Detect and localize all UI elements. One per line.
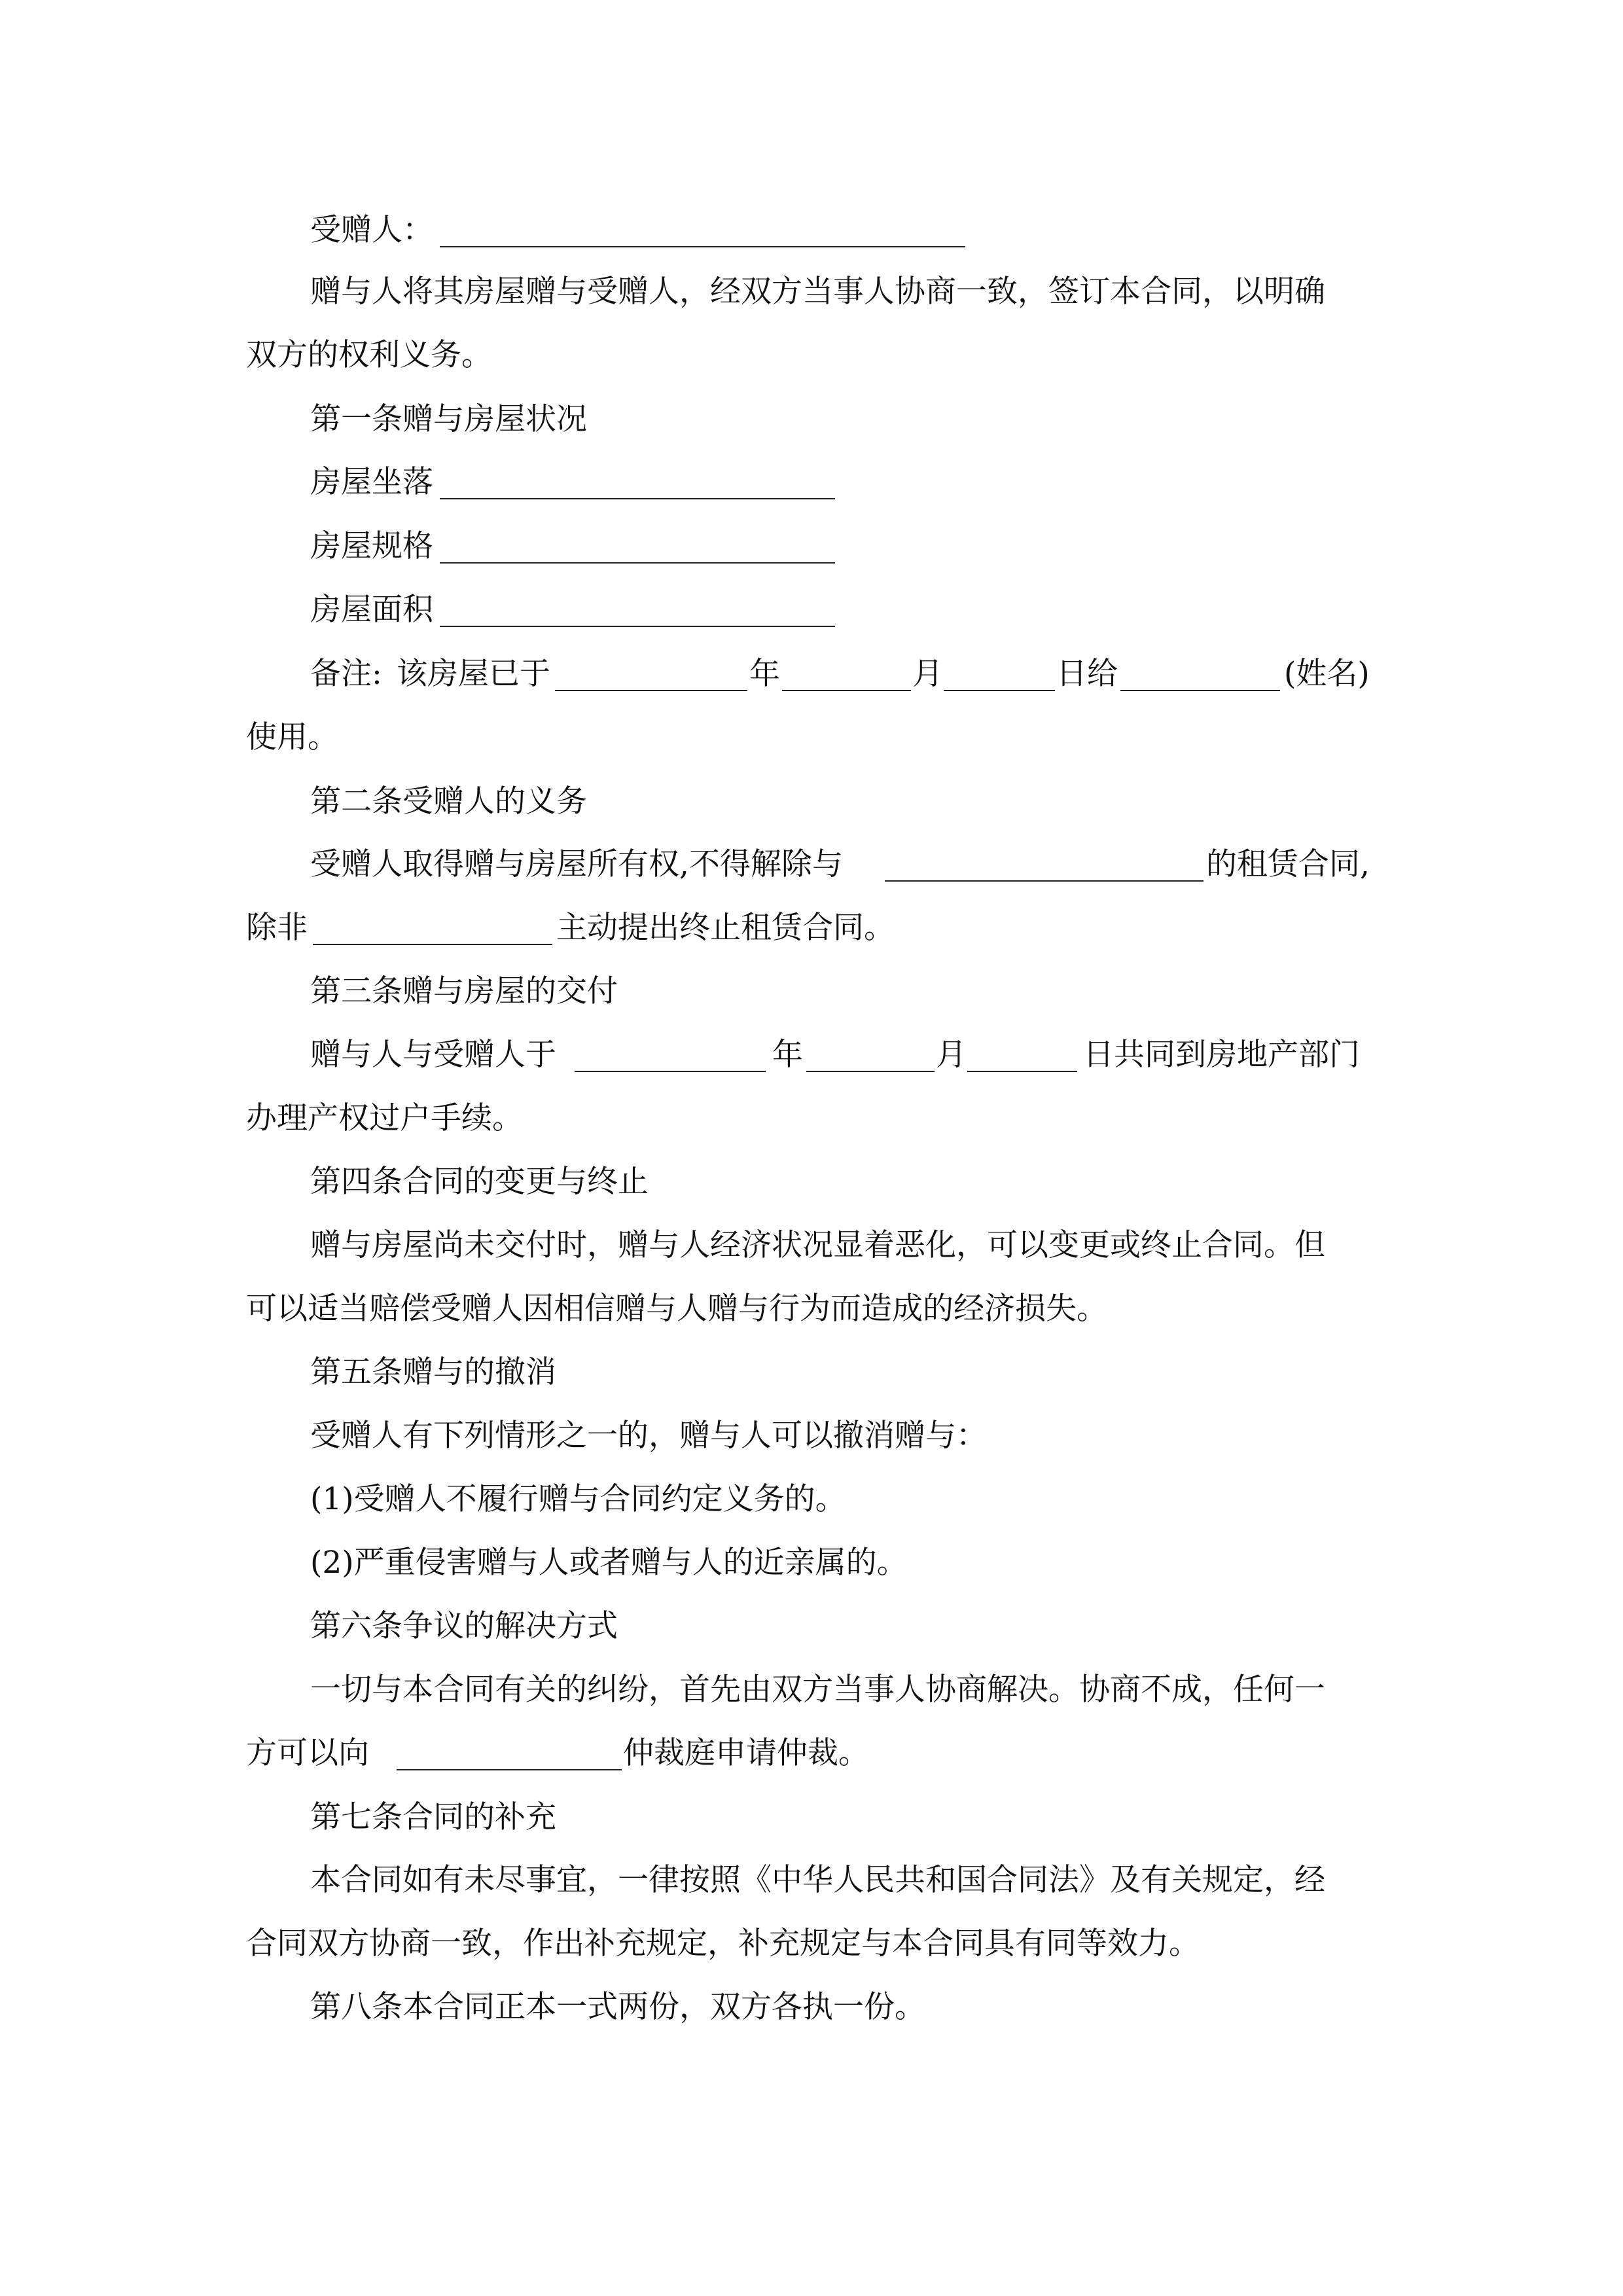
note-use-text: 使用。 bbox=[246, 719, 338, 755]
article4-heading bbox=[0, 1156, 1623, 1208]
article5-text-1: 受赠人有下列情形之一的，赠与人可以撤消赠与： bbox=[310, 1418, 987, 1454]
article3-text-1a: 赠与人与受赠人于 bbox=[310, 1037, 556, 1073]
article8-heading-text: 第八条本合同正本一式两份，双方各执一份。 bbox=[310, 1989, 925, 2025]
article5-heading-text: 第五条赠与的撤消 bbox=[310, 1354, 556, 1390]
article2-heading-text: 第二条受赠人的义务 bbox=[310, 783, 587, 819]
article7-text-2: 合同双方协商一致，作出补充规定，补充规定与本合同具有同等效力。 bbox=[246, 1926, 1200, 1962]
article7-heading-text: 第七条合同的补充 bbox=[310, 1799, 556, 1835]
article5-line-1 bbox=[0, 1410, 1623, 1462]
lease-party-blank bbox=[885, 880, 1204, 882]
delivery-month-blank bbox=[806, 1071, 935, 1072]
article6-text-1: 一切与本合同有关的纠纷，首先由双方当事人协商解决。协商不成，任何一 bbox=[310, 1672, 1325, 1708]
article3-heading bbox=[0, 965, 1623, 1018]
house-area-line bbox=[0, 584, 1623, 636]
note-prefix: 备注: bbox=[310, 656, 382, 692]
recipient-blank bbox=[440, 246, 965, 247]
article6-line-1 bbox=[0, 1664, 1623, 1716]
article3-line-1 bbox=[0, 1029, 1623, 1081]
house-location-blank bbox=[440, 498, 835, 499]
recipient-label: 受赠人： bbox=[310, 212, 433, 248]
house-spec-line bbox=[0, 520, 1623, 573]
intro-line-2 bbox=[0, 329, 1623, 382]
article6-heading bbox=[0, 1600, 1623, 1653]
article5-item-2-text: (2)严重侵害赠与人或者赠与人的近亲属的。 bbox=[310, 1545, 908, 1581]
article2-heading bbox=[0, 776, 1623, 828]
article2-text-1b: 的租赁合同, bbox=[1206, 846, 1370, 882]
house-location-label: 房屋坐落 bbox=[310, 464, 433, 500]
article7-heading bbox=[0, 1791, 1623, 1844]
lessee-blank bbox=[313, 944, 552, 945]
article7-line-2 bbox=[0, 1918, 1623, 1970]
intro-text-2: 双方的权利义务。 bbox=[246, 337, 492, 373]
article6-line-2 bbox=[0, 1727, 1623, 1780]
article4-line-2 bbox=[0, 1283, 1623, 1335]
intro-line-1 bbox=[0, 266, 1623, 318]
article2-line-2 bbox=[0, 902, 1623, 954]
article7-line-1 bbox=[0, 1854, 1623, 1907]
article5-item-1 bbox=[0, 1473, 1623, 1526]
delivery-year-label: 年 bbox=[772, 1037, 803, 1073]
article5-item-2 bbox=[0, 1537, 1623, 1589]
article6-heading-text: 第六条争议的解决方式 bbox=[310, 1608, 618, 1644]
house-spec-blank bbox=[440, 562, 835, 564]
note-year-label: 年 bbox=[749, 656, 780, 692]
article3-text-1b: 日共同到房地产部门 bbox=[1083, 1037, 1360, 1073]
delivery-year-blank bbox=[575, 1071, 766, 1072]
note-line-2 bbox=[0, 711, 1623, 764]
article5-item-1-text: (1)受赠人不履行赠与合同约定义务的。 bbox=[310, 1481, 846, 1517]
recipient-line bbox=[0, 204, 1623, 257]
note-day-give-label: 日给 bbox=[1056, 656, 1118, 692]
house-spec-label: 房屋规格 bbox=[310, 528, 433, 564]
intro-text-1: 赠与人将其房屋赠与受赠人，经双方当事人协商一致，签订本合同，以明确 bbox=[310, 274, 1325, 310]
house-area-label: 房屋面积 bbox=[310, 592, 433, 628]
article4-line-1 bbox=[0, 1219, 1623, 1272]
note-day-blank bbox=[944, 690, 1055, 691]
article4-text-1: 赠与房屋尚未交付时，赠与人经济状况显着恶化，可以变更或终止合同。但 bbox=[310, 1227, 1325, 1263]
article2-text-2b: 主动提出终止租赁合同。 bbox=[556, 910, 895, 946]
note-month-blank bbox=[782, 690, 911, 691]
article1-heading-text: 第一条赠与房屋状况 bbox=[310, 401, 587, 437]
article1-heading bbox=[0, 393, 1623, 446]
article8-heading bbox=[0, 1981, 1623, 2034]
article4-text-2: 可以适当赔偿受赠人因相信赠与人赠与行为而造成的经济损失。 bbox=[246, 1291, 1107, 1327]
note-name-hint: (姓名) bbox=[1284, 656, 1370, 692]
delivery-day-blank bbox=[967, 1071, 1077, 1072]
note-text: 该房屋已于 bbox=[397, 656, 550, 692]
note-name-blank bbox=[1120, 690, 1280, 691]
article6-text-2a: 方可以向 bbox=[246, 1735, 369, 1771]
article2-text-1a: 受赠人取得赠与房屋所有权,不得解除与 bbox=[310, 846, 843, 882]
article3-heading-text: 第三条赠与房屋的交付 bbox=[310, 973, 618, 1009]
article6-text-2b: 仲裁庭申请仲裁。 bbox=[623, 1735, 869, 1771]
article2-text-2a: 除非 bbox=[246, 910, 308, 946]
article7-text-1: 本合同如有未尽事宜，一律按照《中华人民共和国合同法》及有关规定，经 bbox=[310, 1862, 1325, 1898]
note-line-1 bbox=[0, 648, 1623, 700]
article2-line-1 bbox=[0, 838, 1623, 891]
article4-heading-text: 第四条合同的变更与终止 bbox=[310, 1164, 649, 1200]
arbitration-blank bbox=[397, 1769, 622, 1770]
article3-text-2: 办理产权过户手续。 bbox=[246, 1100, 523, 1136]
note-month-label: 月 bbox=[912, 656, 943, 692]
article3-line-2 bbox=[0, 1092, 1623, 1145]
house-location-line bbox=[0, 456, 1623, 509]
article5-heading bbox=[0, 1346, 1623, 1399]
delivery-month-label: 月 bbox=[936, 1037, 967, 1073]
house-area-blank bbox=[440, 626, 835, 627]
note-year-blank bbox=[555, 690, 747, 691]
